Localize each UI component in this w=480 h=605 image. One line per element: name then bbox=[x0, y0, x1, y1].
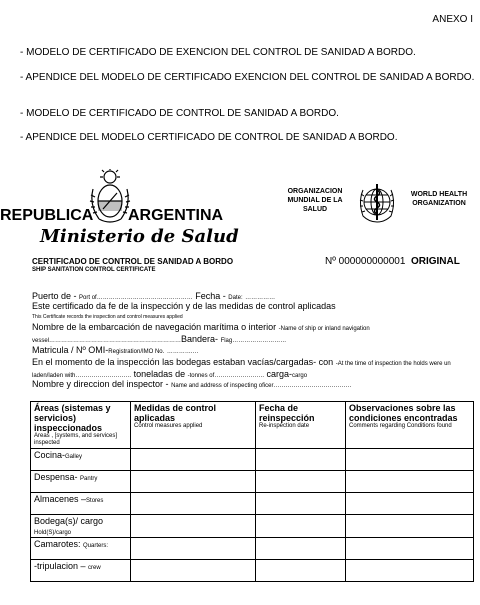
laden-line: laden/laden with………………………. toneladas de -tonnes of……………………. carga-cargo bbox=[32, 369, 308, 379]
vessel-flag-line: vessel…………………………………………………………Bandera- Flag……………………… bbox=[32, 334, 287, 344]
original-label: ORIGINAL bbox=[410, 256, 460, 267]
measures-cell[interactable] bbox=[131, 560, 256, 582]
certificate-title: CERTIFICADO DE CONTROL DE SANIDAD A BORDO bbox=[32, 257, 234, 266]
measures-cell[interactable] bbox=[131, 493, 256, 515]
measures-cell[interactable] bbox=[131, 515, 256, 538]
ship-name-line: Nombre de la embarcación de navegación marítima o interior -Name of ship or inland navigation bbox=[32, 322, 370, 332]
comments-cell[interactable] bbox=[346, 471, 474, 493]
date-cell[interactable] bbox=[256, 449, 346, 471]
inspector-line: Nombre y direccion del inspector - Name and address of inspecting oficer………………………………… bbox=[32, 379, 352, 389]
area-cell: Almacenes –Stores bbox=[31, 493, 131, 515]
holds-line: En el momento de la inspección las bodegas estaban vacías/cargadas- con -At the time of inspection the holds were un bbox=[32, 357, 451, 367]
area-cell: Bodega(s)/ cargo Hold(S)/cargo bbox=[31, 515, 131, 538]
inspection-table bbox=[30, 401, 474, 582]
table-header-row bbox=[31, 402, 474, 449]
intro-item-2: - APENDICE DEL MODELO DE CERTIFICADO EXENCION DEL CONTROL DE SANIDAD A BORDO. bbox=[20, 72, 475, 83]
comments-cell[interactable] bbox=[346, 449, 474, 471]
measures-cell[interactable] bbox=[131, 538, 256, 560]
annex-label: ANEXO I bbox=[432, 14, 473, 25]
table-row bbox=[31, 538, 474, 560]
port-date-line: Puerto de - Port of………………………………………… Fecha - Date: …………… bbox=[32, 291, 276, 301]
who-label: WORLD HEALTH ORGANIZATION bbox=[410, 191, 468, 207]
intro-item-3: - MODELO DE CERTIFICADO DE CONTROL DE SANIDAD A BORDO. bbox=[20, 108, 339, 119]
date-cell[interactable] bbox=[256, 493, 346, 515]
certificate-subtitle: SHIP SANITATION CONTROL CERTIFICATE bbox=[32, 267, 156, 273]
ministry-signature: Ministerio de Salud bbox=[40, 226, 239, 247]
table-row bbox=[31, 471, 474, 493]
table-header-areas: Áreas (sistemas y servicios) inspeccionados Areas , [systems, and services] inspected bbox=[31, 402, 131, 449]
table-row bbox=[31, 515, 474, 538]
certificate-number: Nº 000000000001 ORIGINAL bbox=[325, 256, 460, 267]
table-row bbox=[31, 560, 474, 582]
date-cell[interactable] bbox=[256, 538, 346, 560]
table-header-date: Fecha de reinspección Re-inspection date bbox=[256, 402, 346, 449]
record-line-en: This Certificate records the inspection and control measures applied bbox=[32, 314, 183, 320]
table-header-measures: Medidas de control aplicadas Control measures applied bbox=[131, 402, 256, 449]
date-cell[interactable] bbox=[256, 560, 346, 582]
area-cell: Camarotes: Quarters: bbox=[31, 538, 131, 560]
oms-label: ORGANIZACION MUNDIAL DE LA SALUD bbox=[287, 188, 343, 213]
intro-item-1: - MODELO DE CERTIFICADO DE EXENCION DEL CONTROL DE SANIDAD A BORDO. bbox=[20, 47, 416, 58]
date-cell[interactable] bbox=[256, 515, 346, 538]
table-row bbox=[31, 493, 474, 515]
comments-cell[interactable] bbox=[346, 493, 474, 515]
measures-cell[interactable] bbox=[131, 449, 256, 471]
imo-line: Matricula / Nº OMI-Registration/IMO No. ………….… bbox=[32, 345, 199, 355]
who-emblem-icon bbox=[355, 180, 399, 224]
table-row bbox=[31, 449, 474, 471]
date-cell[interactable] bbox=[256, 471, 346, 493]
area-cell: Despensa- Pantry bbox=[31, 471, 131, 493]
comments-cell[interactable] bbox=[346, 515, 474, 538]
intro-item-4: - APENDICE DEL MODELO CERTIFICADO DE CONTROL DE SANIDAD A BORDO. bbox=[20, 132, 398, 143]
area-cell: Cocina-Galley bbox=[31, 449, 131, 471]
comments-cell[interactable] bbox=[346, 538, 474, 560]
comments-cell[interactable] bbox=[346, 560, 474, 582]
area-cell: -tripulacion – crew bbox=[31, 560, 131, 582]
republic-title: REPUBLICA ARGENTINA bbox=[0, 207, 224, 224]
measures-cell[interactable] bbox=[131, 471, 256, 493]
table-header-comments: Observaciones sobre las condiciones encontradas Comments regarding Conditions found bbox=[346, 402, 474, 449]
record-line: Este certificado da fe de la inspección y de las medidas de control aplicadas bbox=[32, 301, 336, 311]
